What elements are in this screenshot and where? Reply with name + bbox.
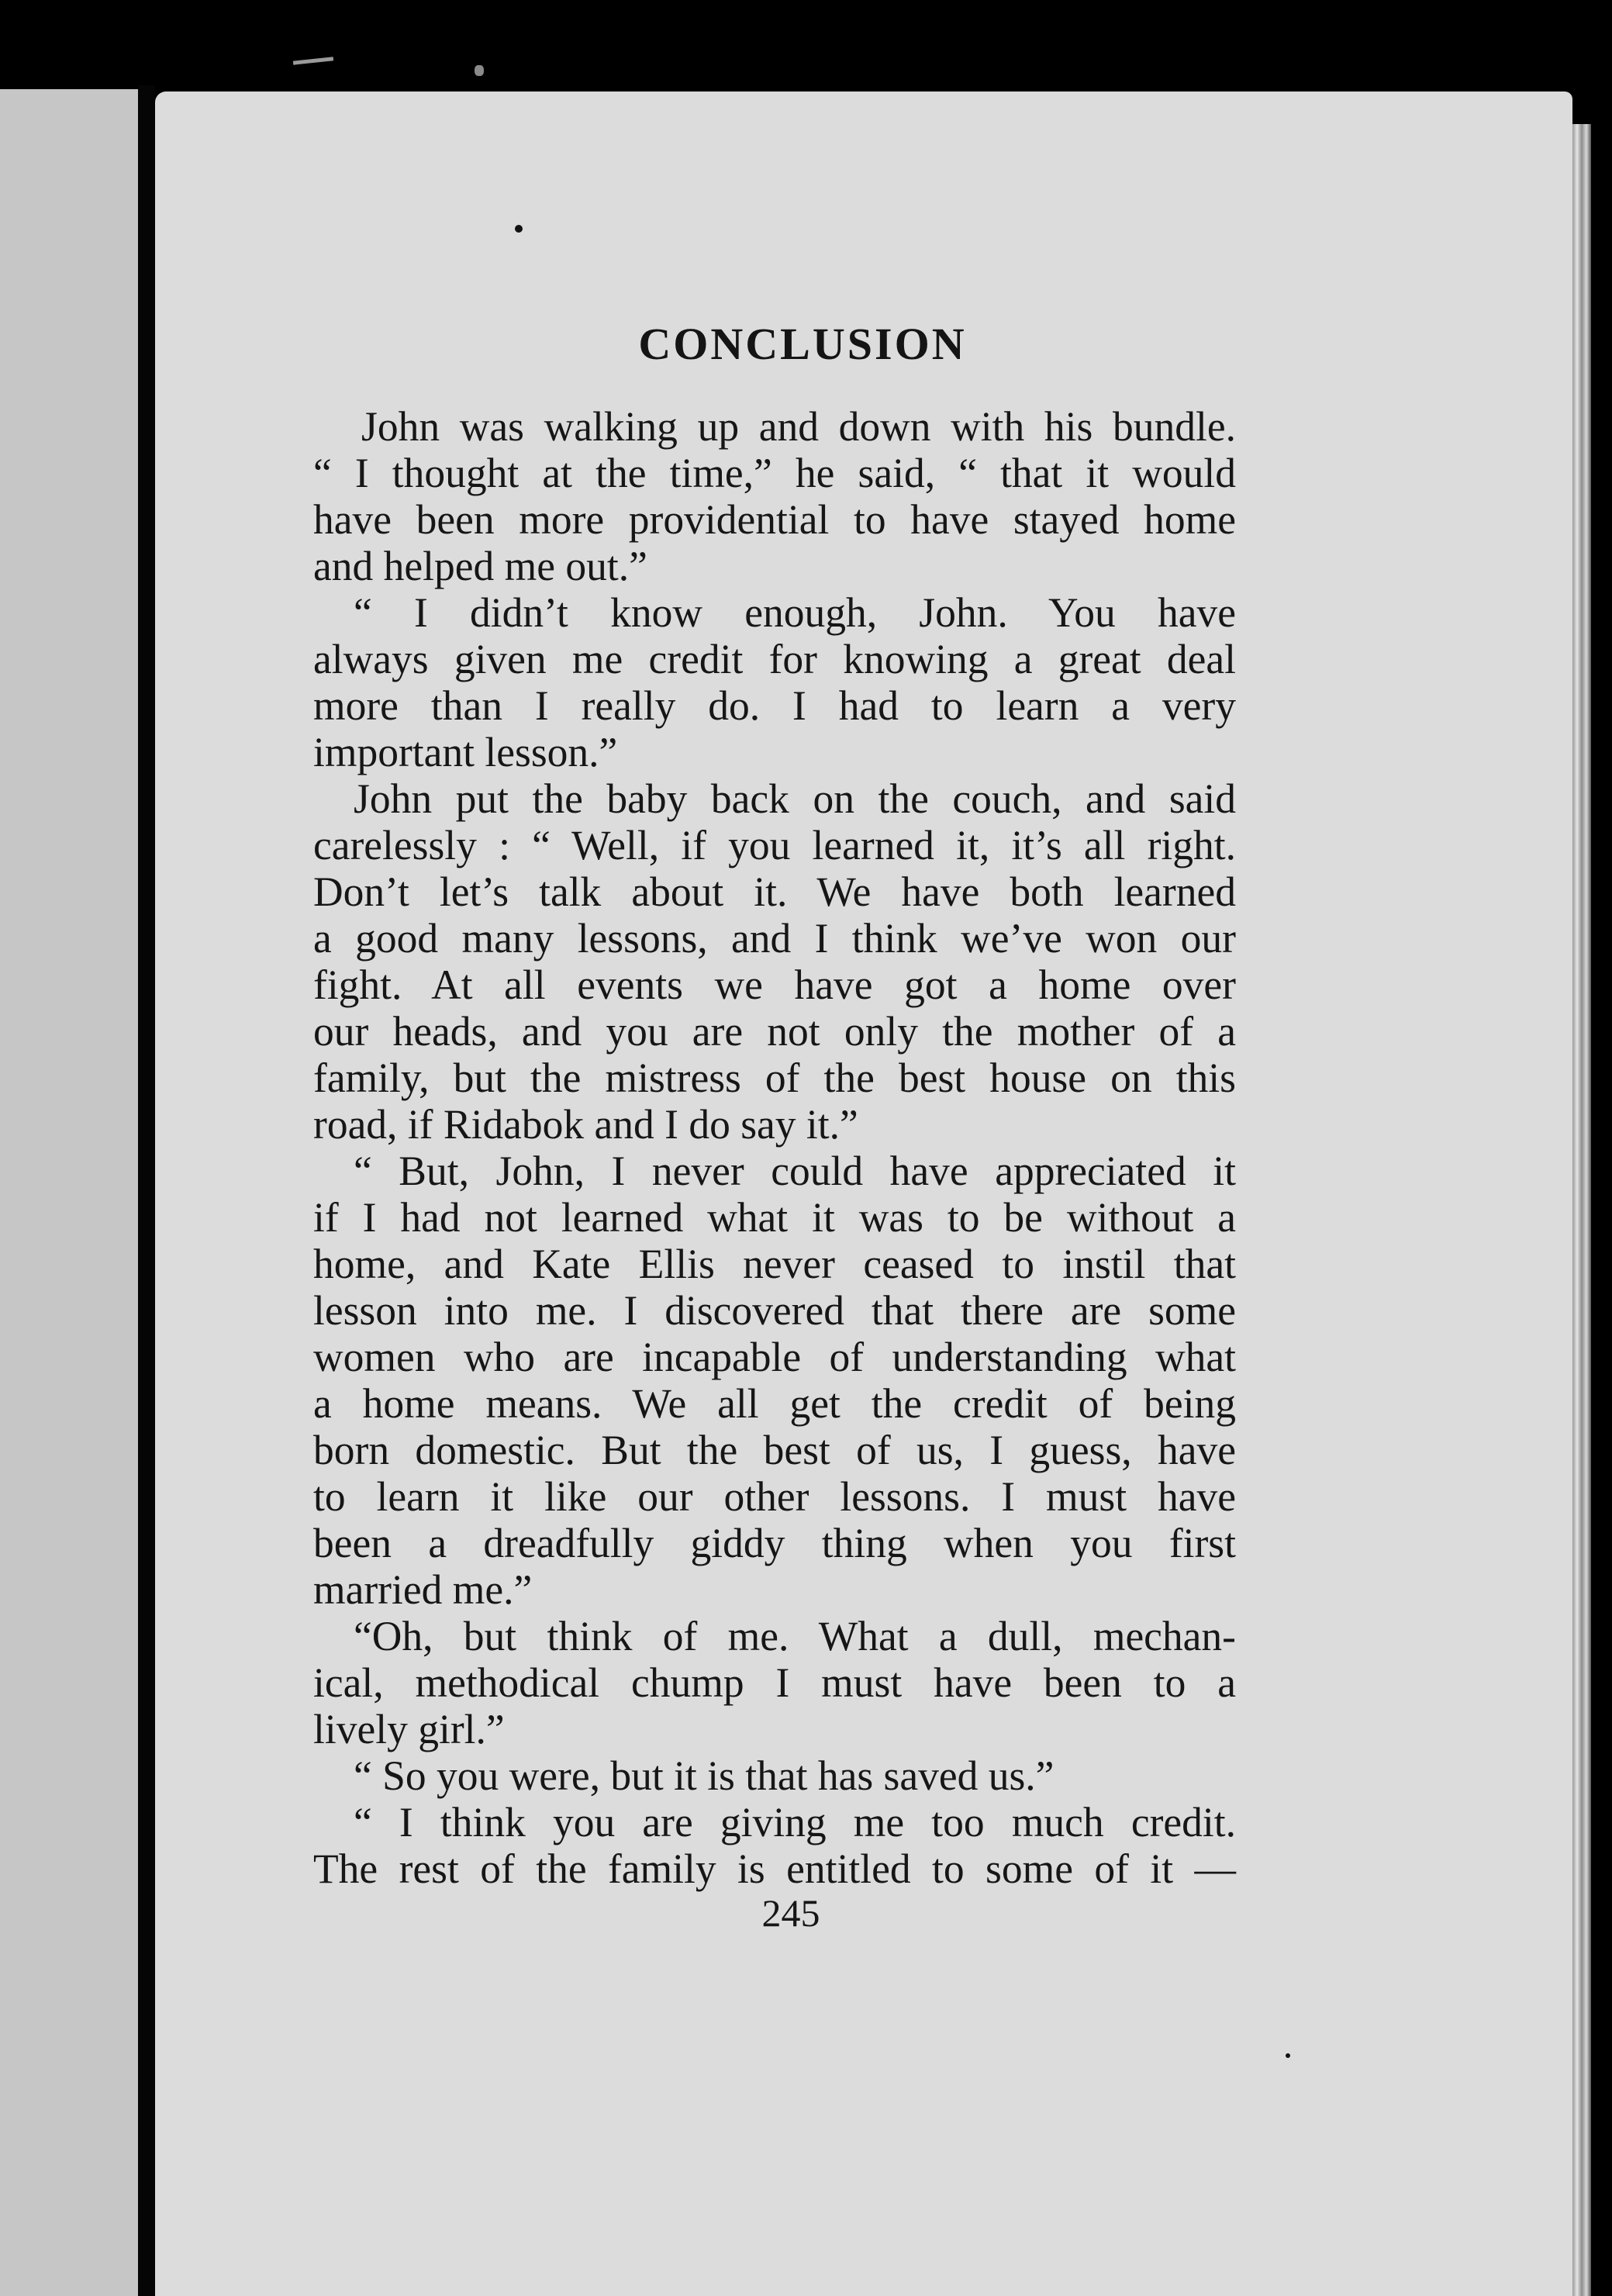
text-line: “ I thought at the time,” he said, “ that it would xyxy=(313,450,1236,496)
text-line: home, and Kate Ellis never ceased to instil that xyxy=(313,1241,1236,1287)
text-line: always given me credit for knowing a great deal xyxy=(313,636,1236,682)
text-line: and helped me out.” xyxy=(313,543,647,589)
text-line: born domestic. But the best of us, I guess, have xyxy=(313,1427,1236,1473)
text-line: lesson into me. I discovered that there are some xyxy=(313,1287,1236,1334)
text-line: important lesson.” xyxy=(313,729,618,775)
page-number: 245 xyxy=(761,1891,820,1935)
text-line: fight. At all events we have got a home over xyxy=(313,962,1236,1008)
body-text xyxy=(313,403,1236,1892)
ink-speck xyxy=(515,225,523,233)
text-line: more than I really do. I had to learn a very xyxy=(313,682,1236,729)
text-line: The rest of the family is entitled to some of it — xyxy=(313,1845,1236,1892)
scan-border xyxy=(1591,0,1612,2296)
scan-artifact xyxy=(475,65,484,76)
text-line: women who are incapable of understanding what xyxy=(313,1334,1236,1380)
text-line: our heads, and you are not only the mother of a xyxy=(313,1008,1236,1055)
scan-artifact xyxy=(293,57,333,64)
facing-page-edge xyxy=(0,89,146,2296)
text-line: have been more providential to have stayed home xyxy=(313,496,1236,543)
book-gutter xyxy=(138,85,155,2296)
ink-speck xyxy=(1286,2053,1290,2058)
text-line: ical, methodical chump I must have been to a xyxy=(313,1659,1236,1706)
text-line: a good many lessons, and I think we’ve won our xyxy=(313,915,1236,962)
text-line: family, but the mistress of the best house on this xyxy=(313,1055,1236,1101)
text-line: John put the baby back on the couch, and said xyxy=(354,775,1236,822)
text-line: “ I think you are giving me too much credit. xyxy=(354,1799,1236,1845)
text-line: “ But, John, I never could have appreciated it xyxy=(354,1148,1236,1194)
text-line: been a dreadfully giddy thing when you first xyxy=(313,1520,1236,1566)
text-line: road, if Ridabok and I do say it.” xyxy=(313,1101,858,1148)
chapter-heading: CONCLUSION xyxy=(638,319,967,369)
text-line: a home means. We all get the credit of being xyxy=(313,1380,1236,1427)
page-stack-edge xyxy=(1572,124,1591,2296)
text-line: if I had not learned what it was to be without a xyxy=(313,1194,1236,1241)
text-line: carelessly : “ Well, if you learned it, it’s all right. xyxy=(313,822,1236,868)
text-line: “Oh, but think of me. What a dull, mechan- xyxy=(354,1613,1236,1659)
text-line: John was walking up and down with his bundle. xyxy=(361,403,1236,450)
text-line: “ I didn’t know enough, John. You have xyxy=(354,589,1236,636)
text-line: Don’t let’s talk about it. We have both learned xyxy=(313,868,1236,915)
text-line: to learn it like our other lessons. I must have xyxy=(313,1473,1236,1520)
text-line: lively girl.” xyxy=(313,1706,505,1752)
text-line: married me.” xyxy=(313,1566,533,1613)
text-line: “ So you were, but it is that has saved us.” xyxy=(354,1752,1055,1799)
